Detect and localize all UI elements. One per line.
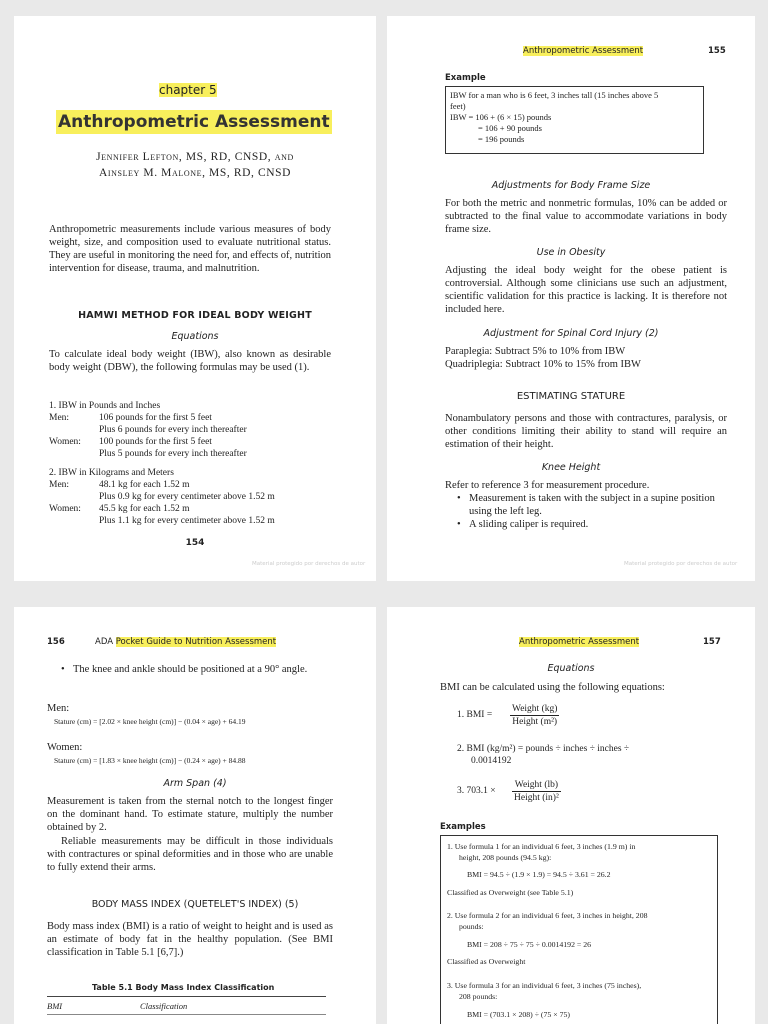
chapter-label: chapter 5 xyxy=(159,83,217,97)
page-155 xyxy=(387,16,755,581)
knee-heading: Knee Height xyxy=(541,462,601,473)
formula-2-line-2: 0.0014192 xyxy=(471,756,512,766)
page-number: 156 xyxy=(47,637,65,647)
list1-men-a: 106 pounds for the first 5 feet xyxy=(99,413,212,423)
example-label: Example xyxy=(445,73,486,83)
equations-heading: Equations xyxy=(171,331,219,342)
knee-bullet-1-mark: • xyxy=(457,493,461,504)
list1-women-b: Plus 5 pounds for every inch thereafter xyxy=(99,449,247,459)
equations-heading: Equations xyxy=(547,663,595,674)
knee-intro: Refer to reference 3 for measurement procedure. xyxy=(445,480,650,491)
arm-paragraph: Measurement is taken from the sternal notch to the longest finger on the dominant hand. To estimate stature, multiply the number obtained by 2. xyxy=(47,796,333,833)
authors-line-2: Ainsley M. Malone, MS, RD, CNSD xyxy=(98,167,292,179)
formula-3-label: 3. 703.1 × xyxy=(457,786,496,796)
ex2-classification: Classified as Overweight xyxy=(447,957,526,966)
equations-paragraph: BMI can be calculated using the following equations: xyxy=(440,682,665,693)
list1-men-label: Men: xyxy=(49,413,70,423)
authors-line-1: Jennifer Lefton, MS, RD, CNSD, and xyxy=(96,151,294,163)
list2-women-b: Plus 1.1 kg for every centimeter above 1.52 m xyxy=(99,516,275,526)
example-line-3: IBW = 106 + (6 × 15) pounds xyxy=(450,112,552,122)
stature-heading: ESTIMATING STATURE xyxy=(516,391,626,402)
frame-heading: Adjustments for Body Frame Size xyxy=(491,180,651,191)
ex1-calc: BMI = 94.5 ÷ (1.9 × 1.9) = 94.5 ÷ 3.61 = 26.2 xyxy=(467,870,611,879)
example-box xyxy=(445,86,704,154)
formula-3-numerator: Weight (lb) xyxy=(512,779,561,792)
table-col-classification: Classification xyxy=(140,1001,188,1011)
page-number: 157 xyxy=(703,637,721,647)
obesity-paragraph: Adjusting the ideal body weight for the obese patient is controversial. Although some clinicians use such an adjustment, scientific validation for this practice is lacking. It is therefore not included here. xyxy=(445,265,727,315)
ex2-calc: BMI = 208 ÷ 75 ÷ 75 ÷ 0.0014192 = 26 xyxy=(467,940,592,949)
list1-men-b: Plus 6 pounds for every inch thereafter xyxy=(99,425,247,435)
ex2-line-2: pounds: xyxy=(459,922,484,931)
ex1-line-1: 1. Use formula 1 for an individual 6 feet, 3 inches (1.9 m) in xyxy=(447,842,636,851)
stature-paragraph: Nonambulatory persons and those with contractures, paralysis, or other conditions limiting their ability to stand will require an estimation of their height. xyxy=(445,413,727,450)
example-line-1: IBW for a man who is 6 feet, 3 inches tall (15 inches above 5 xyxy=(450,90,659,100)
example-line-2: feet) xyxy=(450,101,466,111)
equations-paragraph: To calculate ideal body weight (IBW), also known as desirable body weight (DBW), the following formulas may be used (1). xyxy=(49,349,331,373)
page-number: 155 xyxy=(708,46,726,56)
knee-bullet-2-mark: • xyxy=(457,519,461,530)
page-154 xyxy=(14,16,376,581)
ex1-line-2: height, 208 pounds (94.5 kg): xyxy=(459,853,552,862)
sci-line-1: Paraplegia: Subtract 5% to 10% from IBW xyxy=(445,346,626,357)
ex1-classification: Classified as Overweight (see Table 5.1) xyxy=(447,888,574,897)
page-number: 154 xyxy=(185,538,205,548)
knee-bullet-2: A sliding caliper is required. xyxy=(469,519,589,530)
women-formula: Stature (cm) = [1.83 × knee height (cm)] − (0.24 × age) + 84.88 xyxy=(54,756,246,765)
table-header-rule xyxy=(47,1014,326,1015)
list1-women-label: Women: xyxy=(49,437,81,447)
knee-bullet-1: Measurement is taken with the subject in a supine position using the left leg. xyxy=(469,493,715,517)
arm-paragraph-2: Reliable measurements may be difficult in those individuals with contractures or spinal deformities and in those who are unable to fully extend their arms. xyxy=(47,836,333,873)
formula-1-fraction xyxy=(510,703,559,728)
formula-3-fraction xyxy=(512,779,561,804)
intro-paragraph: Anthropometric measurements include various measures of body weight, size, and composition used to evaluate nutritional status. They are useful in monitoring the need for, and effects of, nutrition intervention for disease, trauma, and malnutrition. xyxy=(49,224,331,274)
men-formula: Stature (cm) = [2.02 × knee height (cm)] − (0.04 × age) + 64.19 xyxy=(54,717,246,726)
sci-heading: Adjustment for Spinal Cord Injury (2) xyxy=(483,328,659,339)
running-head: ADA Pocket Guide to Nutrition Assessment xyxy=(95,637,277,647)
list2-men-b: Plus 0.9 kg for every centimeter above 1.52 m xyxy=(99,492,275,502)
examples-label: Examples xyxy=(440,822,486,832)
bmi-paragraph: Body mass index (BMI) is a ratio of weight to height and is used as an estimate of body fat in the healthy population. (See BMI classification in Table 5.1 [6,7].) xyxy=(47,921,333,958)
bmi-heading: BODY MASS INDEX (QUETELET'S INDEX) (5) xyxy=(91,899,299,910)
list2-women-label: Women: xyxy=(49,504,81,514)
example-line-4: = 106 + 90 pounds xyxy=(478,123,542,133)
sci-line-2: Quadriplegia: Subtract 10% to 15% from IBW xyxy=(445,359,641,370)
page-156 xyxy=(14,607,376,1024)
ex3-line-2: 208 pounds: xyxy=(459,992,498,1001)
ex3-line-1: 3. Use formula 3 for an individual 6 feet, 3 inches (75 inches), xyxy=(447,981,642,990)
formula-1-numerator: Weight (kg) xyxy=(512,704,558,714)
frame-paragraph: For both the metric and nonmetric formulas, 10% can be added or subtracted to the final value to accommodate variations in body frame size. xyxy=(445,198,727,235)
list1-heading: 1. IBW in Pounds and Inches xyxy=(49,401,161,411)
list2-women-a: 45.5 kg for each 1.52 m xyxy=(99,504,190,514)
ex3-calc: BMI = (703.1 × 208) ÷ (75 × 75) xyxy=(467,1010,571,1019)
examples-box xyxy=(440,835,718,1024)
running-head: Anthropometric Assessment xyxy=(519,637,640,647)
page-157 xyxy=(387,607,755,1024)
watermark: Material protegido por derechos de autor xyxy=(624,561,738,567)
arm-heading: Arm Span (4) xyxy=(163,778,227,789)
table-rule xyxy=(47,996,326,997)
list2-men-a: 48.1 kg for each 1.52 m xyxy=(99,480,190,490)
list2-men-label: Men: xyxy=(49,480,70,490)
table-col-bmi: BMI xyxy=(47,1001,63,1011)
knee-bullet: The knee and ankle should be positioned at a 90° angle. xyxy=(73,664,308,675)
women-label: Women: xyxy=(47,742,83,753)
ex2-line-1: 2. Use formula 2 for an individual 6 feet, 3 inches in height, 208 xyxy=(447,911,648,920)
obesity-heading: Use in Obesity xyxy=(536,247,606,258)
formula-1-label: 1. BMI = xyxy=(457,710,493,720)
men-label: Men: xyxy=(47,703,70,714)
formula-1-denominator: Height (m²) xyxy=(512,717,558,727)
list1-women-a: 100 pounds for the first 5 feet xyxy=(99,437,212,447)
example-line-5: = 196 pounds xyxy=(478,134,525,144)
list2-heading: 2. IBW in Kilograms and Meters xyxy=(49,468,174,478)
chapter-title: Anthropometric Assessment xyxy=(58,112,330,132)
formula-3-denominator: Height (in)² xyxy=(514,793,559,803)
running-head: Anthropometric Assessment xyxy=(523,46,644,56)
knee-bullet-mark: • xyxy=(61,664,65,675)
formula-2-line-1: 2. BMI (kg/m²) = pounds ÷ inches ÷ inches ÷ xyxy=(457,744,630,754)
hamwi-heading: HAMWI METHOD FOR IDEAL BODY WEIGHT xyxy=(78,310,312,321)
table-title: Table 5.1 Body Mass Index Classification xyxy=(92,983,275,992)
watermark: Material protegido por derechos de autor xyxy=(252,561,366,567)
